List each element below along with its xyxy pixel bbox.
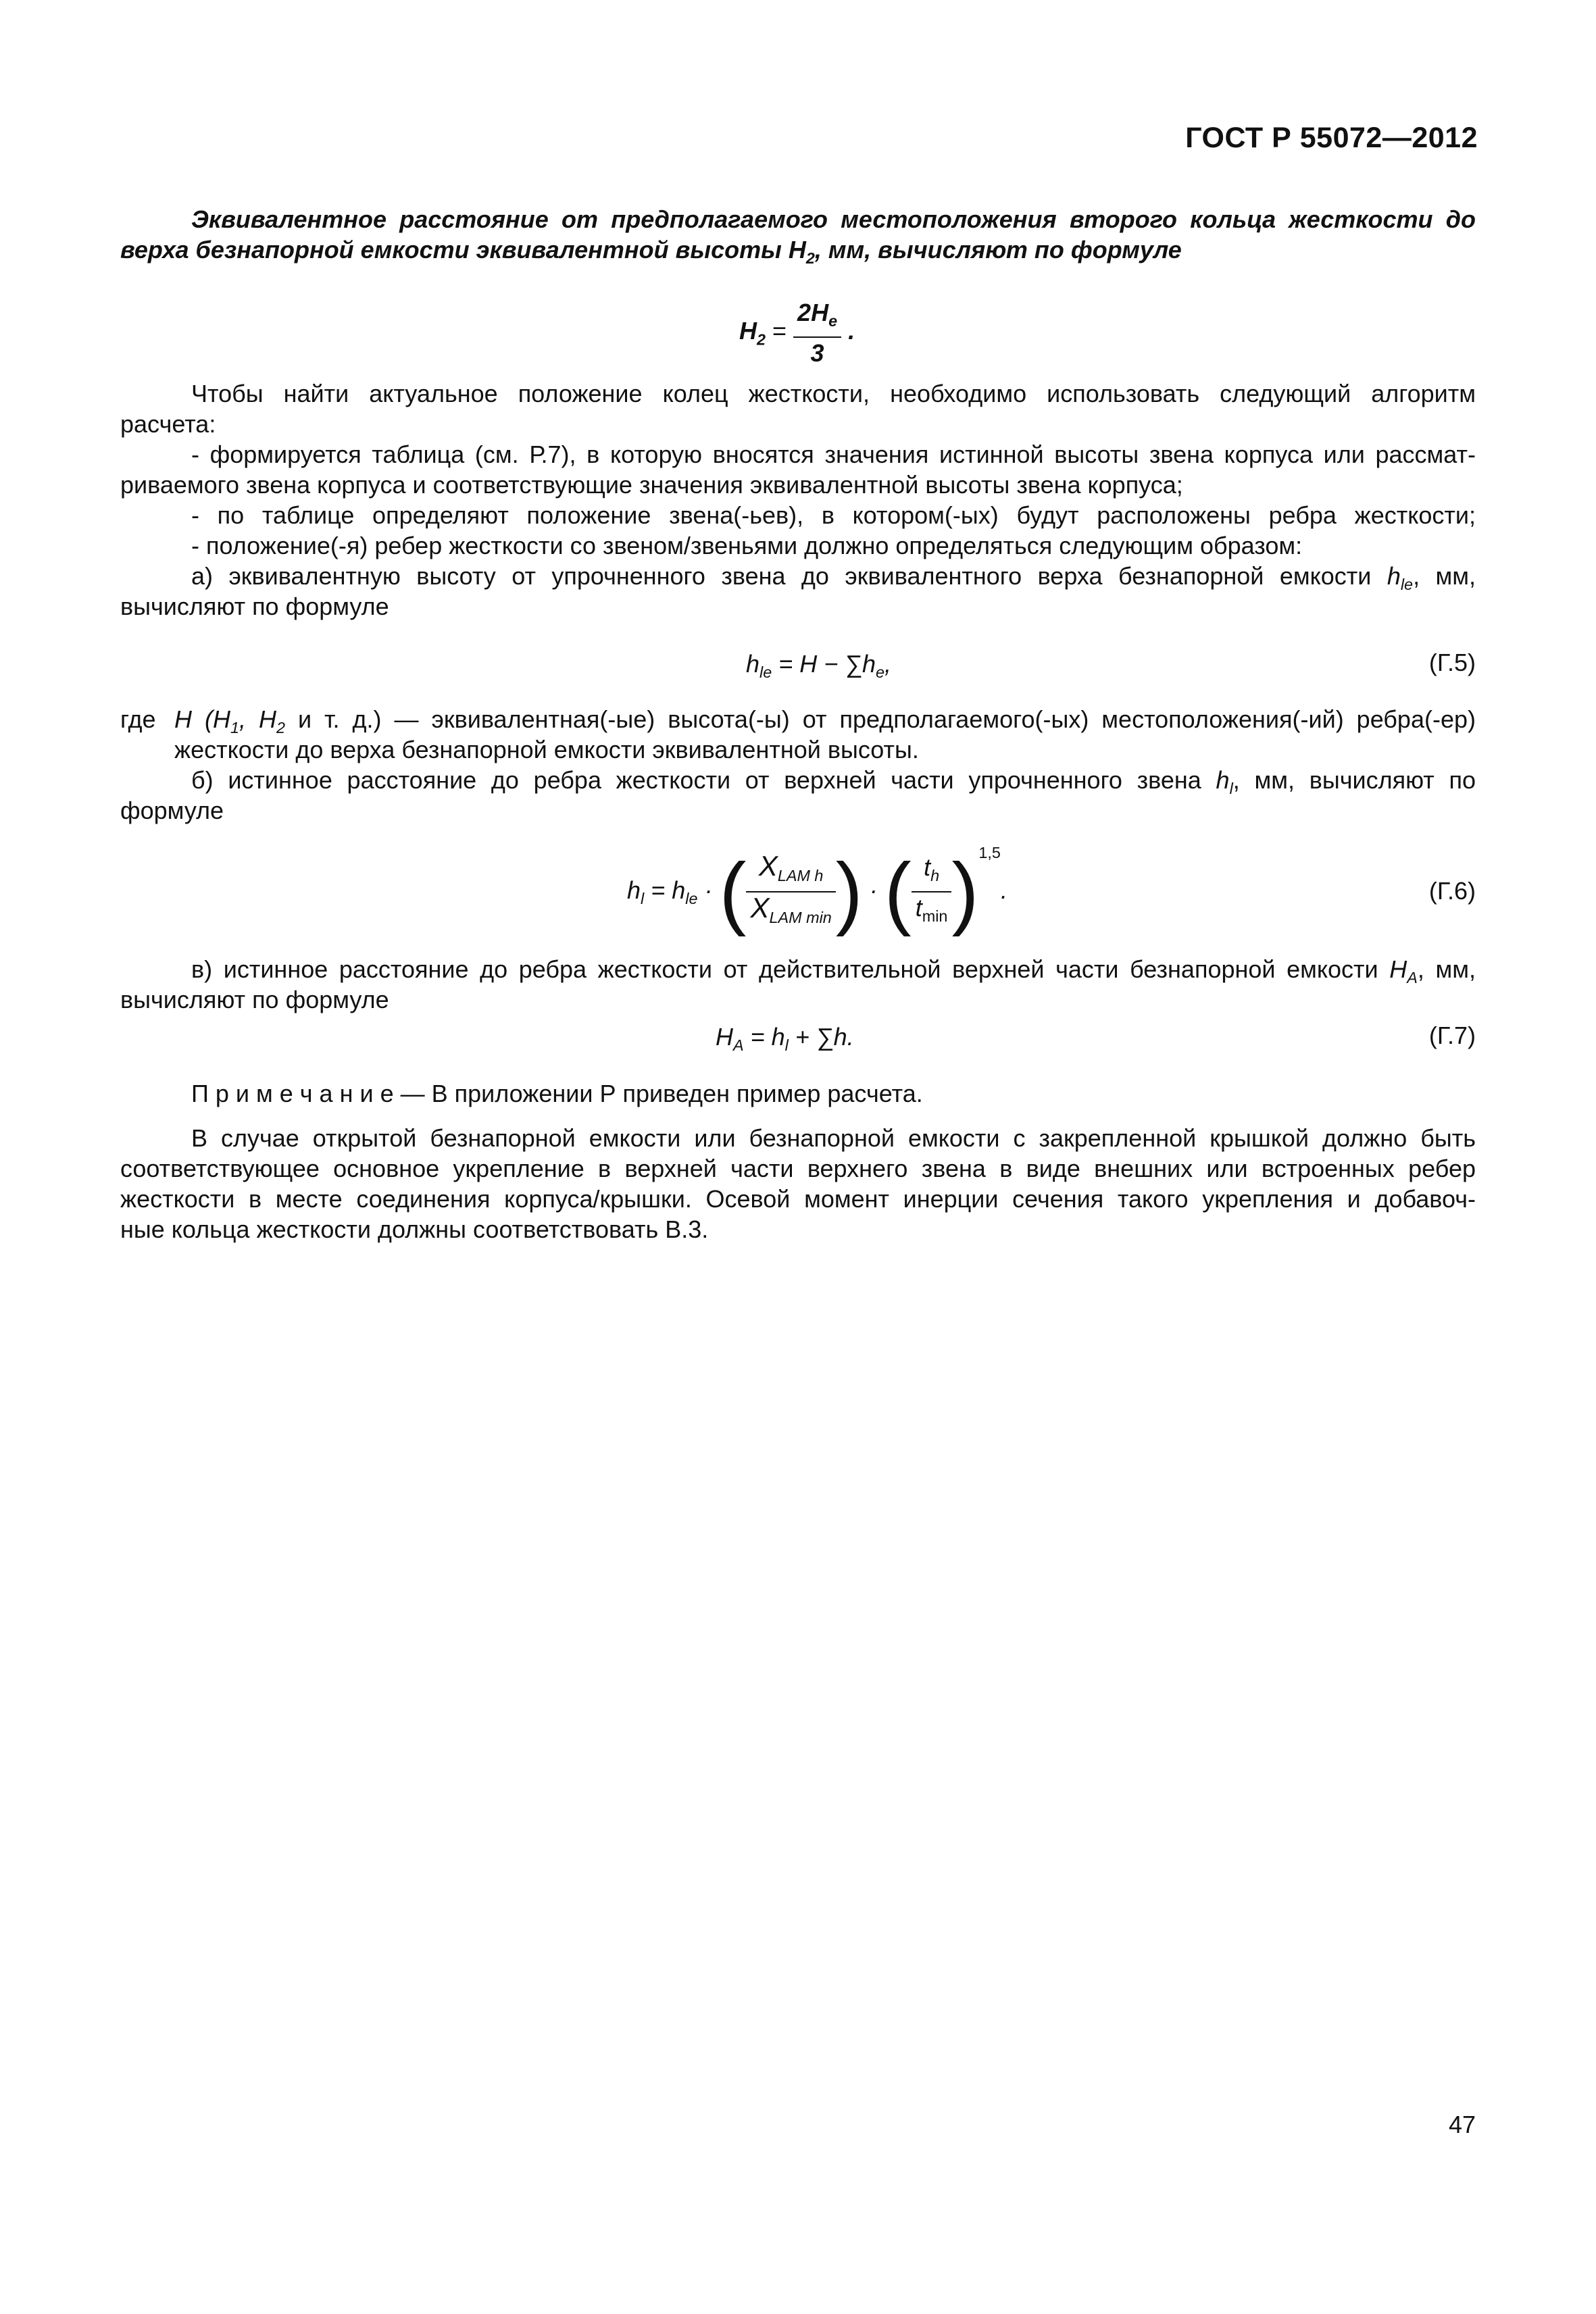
- equation-number-g6: (Г.6): [1428, 877, 1476, 905]
- final-line-3: жесткости в месте соединения корпуса/крышки. Осевой момент инерции сечения такого укрепления и добавоч-: [120, 1185, 1476, 1213]
- where-label: где: [120, 705, 156, 733]
- note: [191, 1078, 1476, 1109]
- intro-line-2: верха безнапорной емкости эквивалентной высоты $H_2$, мм, вычисляют по формуле: [120, 236, 1182, 268]
- right-paren-2: ): [951, 847, 979, 938]
- final-line-1: В случае открытой безнапорной емкости или безнапорной емкости с закрепленной крышкой должно быть: [191, 1124, 1476, 1152]
- para1-line-5: - по таблице определяют положение звена(-ьев), в котором(-ых) будут расположены ребра жесткости;: [191, 501, 1476, 529]
- final-line-4: ные кольца жесткости должны соответствовать В.3.: [120, 1215, 709, 1243]
- left-paren-2: (: [884, 847, 912, 938]
- para1-line-1: Чтобы найти актуальное положение колец жесткости, необходимо использовать следующий алгоритм: [191, 380, 1476, 407]
- equation-number-g5: (Г.5): [1428, 649, 1476, 676]
- formula-g7: $H_A = h_l + \sum h$.: [716, 1023, 854, 1055]
- where-line-1: H ($H_1$, $H_2$ и т. д.) — эквивалентная(-ые) высота(-ы) от предполагаемого(-ых) местоположения(-ий) ребра(-ер): [174, 705, 1476, 737]
- para-v-line-2: вычисляют по формуле: [120, 986, 389, 1013]
- formula-h2: $H_2$ = $\frac{2H_e}{3}$ .: [739, 299, 855, 368]
- where-line-2: жесткости до верха безнапорной емкости эквивалентной высоты.: [174, 736, 919, 763]
- right-paren-1: ): [835, 847, 863, 938]
- para1-line-4: риваемого звена корпуса и соответствующие значения эквивалентной высоты звена корпуса;: [120, 471, 1183, 499]
- fraction-t: $\frac{t_h}{t_{min}}$: [912, 852, 952, 932]
- para1-line-7: а) эквивалентную высоту от упрочненного звена до эквивалентного верха безнапорной емкости $h_{le}$, мм,: [191, 562, 1476, 594]
- left-paren-1: (: [719, 847, 747, 938]
- intro-line-1: Эквивалентное расстояние от предполагаемого местоположения второго кольца жесткости до: [191, 205, 1476, 233]
- note-text: — В приложении Р приведен пример расчета.: [393, 1080, 923, 1107]
- formula-h2-fraction: $\frac{2H_e}{3}$: [793, 297, 841, 368]
- para1-line-2: расчета:: [120, 410, 216, 438]
- para-v-line-1: в) истинное расстояние до ребра жесткости от действительной верхней части безнапорной емкости $H_A$, мм,: [191, 955, 1476, 987]
- para1-line-3: - формируется таблица (см. Р.7), в которую вносятся значения истинной высоты звена корпуса или рассмат-: [191, 441, 1476, 468]
- note-label: П р и м е ч а н и е: [191, 1080, 394, 1107]
- formula-g6: $h_l = h_{le}$ · ( $\frac{X_{LAM h}}{X_{LAM min}}$ ) · ( $\frac{t_h}{t_{min}}$ )$^{1,5}$.: [627, 844, 1007, 938]
- final-line-2: соответствующее основное укрепление в верхней части верхнего звена в виде внешних или встроенных ребер: [120, 1155, 1476, 1182]
- equation-number-g7: (Г.7): [1428, 1022, 1476, 1049]
- para-b-line-2: формуле: [120, 797, 224, 824]
- formula-g5: $h_{le} = H - \sum h_e$,: [746, 650, 892, 682]
- page-number: 47: [1448, 2111, 1476, 2138]
- para-b-line-1: б) истинное расстояние до ребра жесткости от верхней части упрочненного звена $h_l$, мм, вычисляют по: [191, 766, 1476, 798]
- para1-line-8: вычисляют по формуле: [120, 593, 389, 620]
- document-header-id: ГОСТ Р 55072—2012: [1185, 122, 1478, 154]
- para1-line-6: - положение(-я) ребер жесткости со звеном/звеньями должно определяться следующим образом:: [191, 532, 1303, 559]
- fraction-xlam: $\frac{X_{LAM h}}{X_{LAM min}}$: [746, 851, 835, 933]
